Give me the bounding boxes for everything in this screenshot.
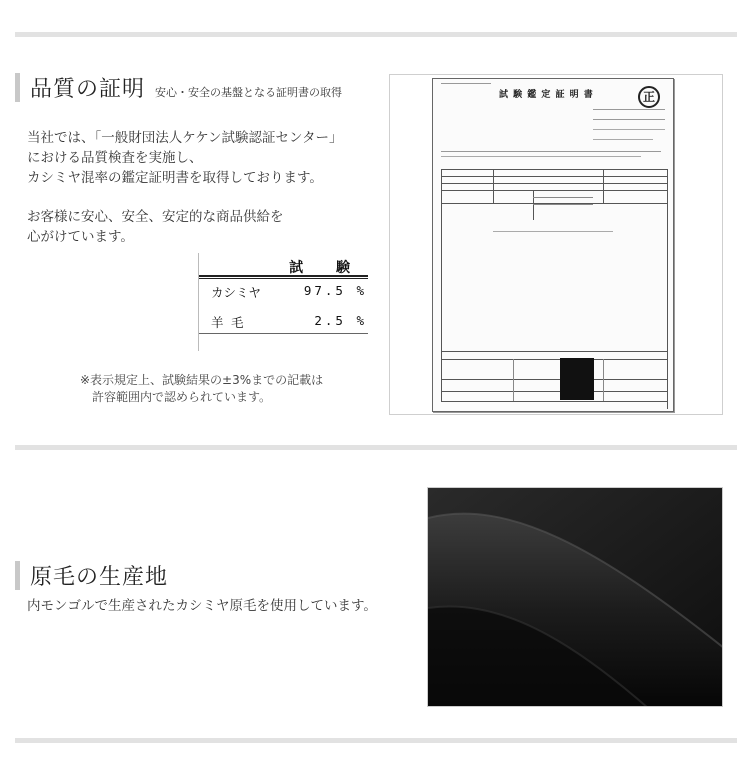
quality-intro-text: 当社では、「一般財団法人ケケン試験認証センター」 における品質検査を実施し、 カシミヤ混率の鑑定証明書を取得しております。 xyxy=(27,130,343,186)
excerpt-row-cashmere xyxy=(211,283,367,301)
top-divider xyxy=(15,32,737,37)
material-name: 羊 毛 xyxy=(211,315,244,330)
material-name: カシミヤ xyxy=(211,285,262,300)
redaction-block xyxy=(560,358,594,400)
origin-description: 内モンゴルで生産されたカシミヤ原毛を使用しています。 xyxy=(27,598,377,614)
section-subtitle: 安心・安全の基盤となる証明書の取得 xyxy=(155,86,343,99)
quality-commitment-text: お客様に安心、安全、安定的な商品供給を 心がけています。 xyxy=(27,209,284,245)
heading-accent-bar xyxy=(15,73,20,102)
origin-heading xyxy=(15,560,168,591)
material-percentage: 2.5 % xyxy=(314,313,367,328)
section-title: 原毛の生産地 xyxy=(30,565,169,590)
excerpt-rule xyxy=(199,333,368,334)
test-result-excerpt xyxy=(198,253,368,351)
quality-heading xyxy=(15,72,342,103)
certificate-document xyxy=(432,78,674,412)
bottom-divider xyxy=(15,738,737,743)
material-percentage: 97.5 % xyxy=(303,283,367,298)
cashmere-fabric-photo xyxy=(427,487,723,707)
middle-divider xyxy=(15,445,737,450)
excerpt-rule xyxy=(199,278,368,279)
tolerance-note: ※表示規定上、試験結果の±3%までの記載は 許容範囲内で認められています。 xyxy=(80,373,324,404)
heading-accent-bar xyxy=(15,561,20,590)
certificate-stamp: 正 xyxy=(638,86,660,108)
certificate-title: 試 験 鑑 定 証 明 書 xyxy=(499,90,594,100)
excerpt-header: 試 験 xyxy=(289,260,364,276)
section-title: 品質の証明 xyxy=(30,77,146,102)
excerpt-row-wool xyxy=(211,313,367,331)
